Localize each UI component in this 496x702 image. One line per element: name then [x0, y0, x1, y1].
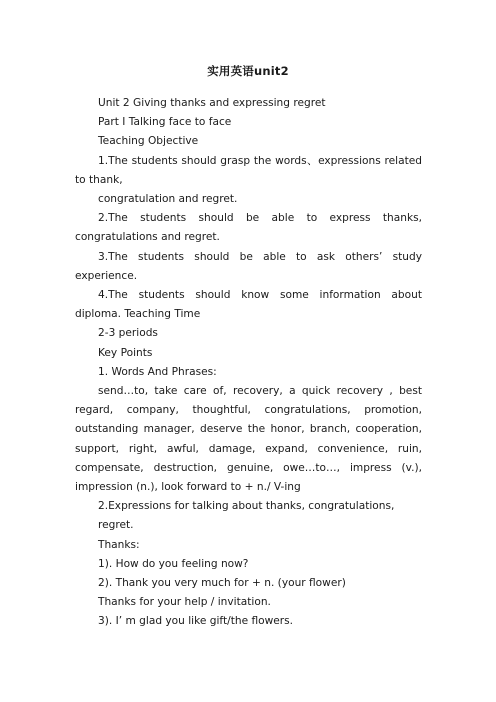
objective-item-1-continued: congratulation and regret. [98, 193, 238, 206]
teaching-objective-heading: Teaching Objective [98, 135, 199, 148]
part-title: Part I Talking face to face [98, 116, 232, 129]
document-body [75, 94, 422, 632]
key-points-heading: Key Points [98, 346, 153, 359]
objective-item-1: 1.The students should grasp the words、expressions related to thank, [75, 154, 422, 186]
thanks-item-3: 3). I’ m glad you like gift/the flowers. [98, 615, 294, 628]
words-phrases-heading: 1. Words And Phrases: [98, 365, 217, 378]
expressions-heading: 2.Expressions for talking about thanks, congratulations, [98, 500, 395, 513]
teaching-time-periods: 2-3 periods [98, 327, 158, 340]
objective-item-3: 3.The students should be able to ask others’ study experience. [75, 250, 422, 282]
expressions-heading-continued: regret. [98, 519, 134, 532]
unit-title: Unit 2 Giving thanks and expressing regret [98, 97, 326, 109]
objective-item-4: 4.The students should know some information about diploma. Teaching Time [75, 289, 422, 321]
thanks-item-2: 2). Thank you very much for + n. (your flower) [98, 577, 346, 590]
thanks-item-1: 1). How do you feeling now? [98, 557, 249, 570]
thanks-item-2-continued: Thanks for your help / invitation. [98, 596, 271, 609]
thanks-heading: Thanks: [98, 538, 140, 551]
objective-item-2: 2.The students should be able to express thanks, congratulations and regret. [75, 212, 422, 244]
document-title: 实用英语unit2 [207, 64, 289, 78]
words-phrases-list: send…to, take care of, recovery, a quick recovery , best regard, company, thoughtful, congratulations, promotion, outstanding manager, deserve the honor, branch, cooperation, support, right, awful, damage, expand, convenience, ruin, compensate, destruction, genuine, owe…to…, impress (v.), impression (n.), look forward to + n./ V-ing [75, 385, 422, 494]
